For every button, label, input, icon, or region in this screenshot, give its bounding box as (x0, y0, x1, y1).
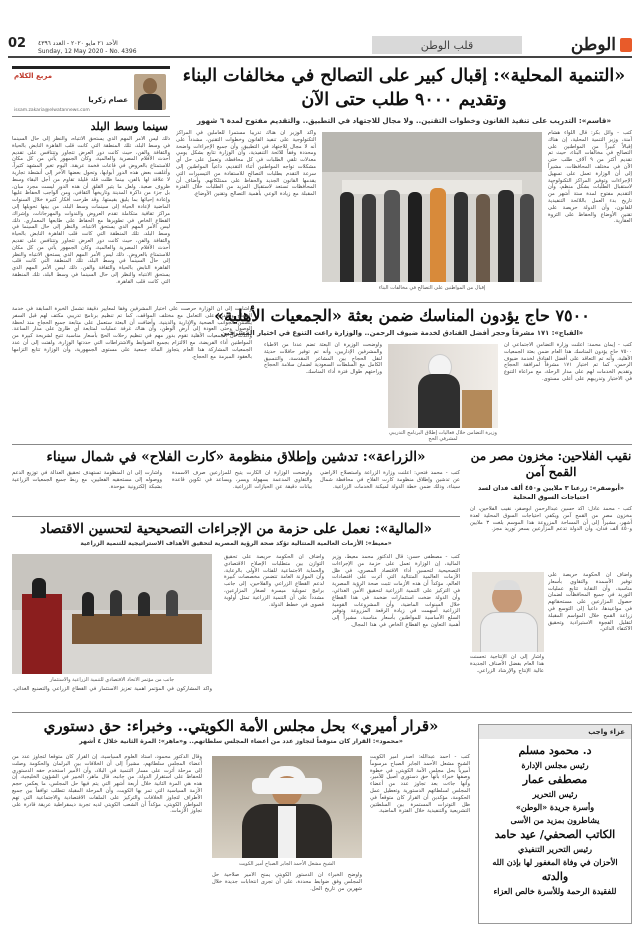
article-hajj-mission: ٧٥٠٠ حاج يؤدون المناسك ضمن بعثة «الجمعيات الأهلية» «القباج»: ١٧١ مشرفاً وحجز أفضل الفنادق لخدمة ضيوف الرحمن.. والوزارة راعت التنوع في اختيار المشرفين كتب - إيمان محمد: أعلنت وزارة التضامن الاجتماعي أن ٧٥٠٠ حاج يؤدون المناسك هذا العام ضمن بعثة الجمعيات الأهلية، وأنه تم التعاقد على أفضل الفنادق لخدمة ضيوف الرحمن، كما تم اختيار ١٧١ مشرفاً لمرافقة الحجاج وتقديم الخدمات لهم على مدار الرحلة، مع مراعاة التنوع في الاختيار وتدريبهم على أعلى مستوى. وزيرة التضامن خلال فعاليات إطلاق البرنامج التدريبي لمشرفي الحج وأوضحت الوزيرة أن البعثة تضم عدداً من الأطباء والمشرفين الإداريين، وأنه تم توفير حافلات حديثة لنقل الحجاج بين المشاعر المقدسة، والتنسيق الكامل مع السلطات السعودية لضمان سلامة الحجاج وراحتهم طوال فترة أداء المناسك. وأشارت إلى أن الوزارة حرصت على اختيار المشرفين وفقاً لمعايير دقيقة تشمل الخبرة السابقة في خدمة الحجاج والقدرة على التعامل مع مختلف المواقف، كما تم تنظيم برنامج تدريبي مكثف لهم قبل السفر يتضمن الجوانب الصحية والإدارية والدينية. وأضافت أن البعثة ستعمل على متابعة جميع الحجاج منذ لحظة الوصول وحتى العودة إلى أرض الوطن، وأن هناك غرفة عمليات لمتابعة أي طارئ على مدار الساعة. وأكدت أن الجمعيات الأهلية تقوم بدور مهم في تنظيم رحلات الحج بأسعار مناسبة تتيح لشريحة كبيرة من المواطنين أداء الفريضة، مع الالتزام بجميع الضوابط والاشتراطات التي حددتها الوزارة. ولفتت إلى أن عدد الجمعيات المشاركة هذا العام يتجاوز المائة جمعية على مستوى الجمهورية، وأن الوزارة تتابع التزامها بالعقود المبرمة مع الحجاج. (12, 306, 632, 442)
photo-caption: وزيرة التضامن خلال فعاليات إطلاق البرنامج التدريبي لمشرفي الحج (389, 430, 497, 442)
article-farmer-card: «الزراعة»: تدشين وإطلاق منظومة «كارت الفلاح» في شمال سيناء كتب - محمد فتحي: أعلنت وزارة الزراعة واستصلاح الأراضي عن تدشين وإطلاق منظومة كارت الفلاح في محافظة شمال سيناء، وذلك ضمن خطة الدولة لميكنة الخدمات الزراعية. وأوضحت الوزارة أن الكارت يتيح للمزارعين صرف الأسمدة والتقاوي المدعمة بسهولة ويسر، ويساعد في تكوين قاعدة بيانات دقيقة عن الحيازات الزراعية. وأشارت إلى أن المنظومة تستهدف تحقيق العدالة في توزيع الدعم ووصوله إلى مستحقيه الفعليين، مع ربط جميع الجمعيات الزراعية بشبكة إلكترونية موحدة. (12, 449, 460, 490)
condolence-line: د. محمود مسلم (518, 744, 592, 757)
columnist-email: issam.zakaria@elwatannews.com (14, 108, 90, 113)
condolence-header: عزاء واجب (479, 725, 631, 739)
article-local-development: «التنمية المحلية»: إقبال كبير على التصالح في مخالفات البناء وتقديم ٩٠٠٠ طلب حتى الآن «قاسم»: التدريب على تنفيذ القانون وخطوات التقنين.. ولا مجال للاجتهاد في التطبيق.. والتقديم مفتوح لمدة ٦ شهور كتب - وائل بكر: قال اللواء هشام آمنة، وزير التنمية المحلية، إن هناك إقبالاً كبيراً من المواطنين على التصالح في مخالفات البناء، حيث تم تقديم أكثر من ٩ آلاف طلب حتى الآن في مختلف المحافظات، مشيراً إلى أن الوزارة تعمل على تسهيل الإجراءات وتوفير المراكز التكنولوجية لاستقبال الطلبات بشكل منظم، وأن التقديم مفتوح لمدة ستة أشهر من تاريخ بدء العمل باللائحة التنفيذية للقانون، وأن الدولة حريصة على تقنين الأوضاع والحفاظ على الثروة العقارية. إقبال من المواطنين على التصالح في مخالفات البناء وأكد الوزير أن هناك تدريباً مستمراً للعاملين في المراكز التكنولوجية على تنفيذ القانون وخطوات التقنين، مشدداً على أنه لا مجال للاجتهاد في التطبيق، وأن جميع الإجراءات واضحة ومحددة وفقاً للائحة التنفيذية، وأن الوزارة تتابع بشكل يومي معدلات تلقي الطلبات في كل محافظة، وتعمل على حل أي مشكلات تواجه المواطنين أثناء التقديم، داعياً المواطنين إلى سرعة التقدم بطلبات التصالح للاستفادة من التيسيرات التي يقدمها القانون الجديد والحفاظ على ممتلكاتهم. وأضاف أن المحافظات تستعد لاستقبال المزيد من الطلبات خلال الفترة المقبلة مع زيادة الوعي بأهمية التصالح وتقنين الأوضاع. (176, 66, 632, 291)
article-photo (388, 344, 498, 428)
condolence-line: مصطفى عمار (522, 773, 588, 786)
avatar (134, 74, 166, 110)
article-wheat-reserve: نقيب الفلاحين: مخزون مصر من القمح آمن «أبوصقر»: زرعنا ٣ ملايين و٤٥٠ ألف فدان لسد احتياجات السوق المحلية كتب - محمد عادل: أكد حسين عبدالرحمن أبوصقر، نقيب الفلاحين، أن مخزون مصر من القمح آمن ويكفي احتياجات السوق المحلية لعدة أشهر، مشيراً إلى أن المساحة المزروعة هذا الموسم بلغت ٣ ملايين و٤٥٠ ألف فدان، وأن الدولة تدعم المزارعين بسعر توريد مجز. وأضاف أن الحكومة حريصة على توفير الأسمدة والتقاوي بأسعار مناسبة، وأن النقابة تتابع عمليات التوريد في جميع المحافظات لضمان حصول المزارعين على مستحقاتهم في مواعيدها، داعياً إلى التوسع في زراعة القمح خلال المواسم المقبلة لتقليل الفجوة الاستيرادية وتحقيق الاكتفاء الذاتي. وأشار إلى أن الإنتاجية تحسنت هذا العام بفضل الأصناف الجديدة عالية الإنتاج والإرشاد الزراعي. (470, 449, 632, 674)
headline: «الزراعة»: تدشين وإطلاق منظومة «كارت الفلاح» في شمال سيناء (46, 449, 426, 465)
headline: «المالية»: نعمل على حزمة من الإجراءات التصحيحية لتحسين الاقتصاد (40, 521, 432, 537)
headline: «قرار أميري» بحل مجلس الأمة الكويتي.. وخبراء: حق دستوري (43, 717, 439, 735)
subheadline: «القباج»: ١٧١ مشرفاً وحجز أفضل الفنادق لخدمة ضيوف الرحمن.. والوزارة راعت التنوع في اختيار المشرفين (220, 329, 584, 337)
subheadline: «محمود»: القرار كان متوقعاً لتجاوز عدد من أعضاء المجلس سلطاتهم.. و«ماهر»: المرة الثانية خلال ٤ أشهر (79, 738, 403, 745)
condolence-text (479, 743, 631, 898)
column-body: ذلك ليس الأمر المهم الذي يستحق الانتباه، والنظر إلى حال السينما في وسط البلد، تلك المنطقة التي كانت قلب القاهرة النابض بالحياة والثقافة والفن، حيث كانت دور العرض تتجاور وتتنافس على تقديم أحدث الأفلام المصرية والعالمية، وكان الجمهور يأتي من كل مكان للاستمتاع بالعروض في قاعات فخمة عريقة. اليوم تغير المشهد كثيراً، وأغلقت بعض هذه الدور أبوابها، وتحول بعضها الآخر إلى أنشطة تجارية لا علاقة لها بالفن، بينما ظلت قلة قليلة تقاوم من أجل البقاء وسط ظروف صعبة. ولعل ما يثير القلق أن هذه الدور ليست مجرد مبان، بل جزء من ذاكرة المدينة وتاريخها الثقافي، ومن الواجب الحفاظ عليها وإعادة إحيائها بما يليق بقيمتها. وقد طرحت أفكار كثيرة خلال السنوات الماضية لإعادة الحياة إلى سينمات وسط البلد، من بينها تحويلها إلى مراكز ثقافية متكاملة تقدم العروض والندوات والمهرجانات، وإشراك القطاع الخاص في تطويرها مع الحفاظ على طابعها المعماري. ذلك ليس الأمر المهم الذي يستحق الانتباه، والنظر إلى حال السينما في وسط البلد، تلك المنطقة التي كانت قلب القاهرة النابض بالحياة والثقافة والفن، حيث كانت دور العرض تتجاور وتتنافس على تقديم أحدث الأفلام المصرية والعالمية، وكان الجمهور يأتي من كل مكان للاستمتاع بالعروض. ذلك ليس الأمر المهم الذي يستحق الانتباه والنظر إلى حال السينما في وسط البلد، تلك المنطقة التي كانت قلب القاهرة النابض بالحياة والثقافة والفن. ذلك ليس الأمر المهم الذي يستحق الانتباه والنظر إلى حال السينما في وسط البلد، تلك المنطقة التي كانت قلب القاهرة. (12, 136, 170, 285)
condolence-line: يشاطرون بمزيد من الأسى (510, 815, 600, 825)
headline: «التنمية المحلية»: إقبال كبير على التصالح في مخالفات البناء وتقديم ٩٠٠٠ طلب حتى الآن (182, 66, 626, 110)
condolence-line: الكاتب الصحفي/ عيد حامد (494, 828, 616, 841)
section-tab: قلب الوطن (372, 36, 522, 54)
article-kuwait: «قرار أميري» بحل مجلس الأمة الكويتي.. وخبراء: حق دستوري «محمود»: القرار كان متوقعاً لتجاوز عدد من أعضاء المجلس سلطاتهم.. و«ماهر»: المرة الثانية خلال ٤ أشهر كتب - أحمد عبدالله: أصدر أمير الكويت الشيخ مشعل الأحمد الجابر الصباح مرسوماً أميرياً بحل مجلس الأمة الكويتي، في خطوة وصفها خبراء بأنها حق دستوري أصيل للأمير، وأنها جاءت بعد تجاوز عدد من أعضاء المجلس لسلطاتهم الدستورية وتعطيل عمل الحكومة، مؤكدين أن القرار كان متوقعاً في ظل التوترات المستمرة بين السلطتين التشريعية والتنفيذية خلال الفترة الماضية. الشيخ مشعل الأحمد الجابر الصباح أمير الكويت وأوضح الخبراء أن الدستور الكويتي يمنح الأمير صلاحية حل المجلس وفق ضوابط محددة، على أن تجرى انتخابات جديدة خلال شهرين من تاريخ الحل. وقال الدكتور محمود، أستاذ العلوم السياسية، إن القرار كان متوقعاً لتجاوز عدد من أعضاء المجلس سلطاتهم، مشيراً إلى أن الخلافات بين البرلمان والحكومة وصلت إلى مرحلة أثرت على مسار التنمية في البلاد، وأن الأمير استخدم حقه الدستوري للحفاظ على استقرار الدولة. من جانبه، قال ماهر، الخبير في الشؤون الخليجية، إن هذه هي المرة الثانية خلال أربعة أشهر التي يتم فيها حل المجلس، ما يعكس حجم الأزمة السياسية التي تمر بها الكويت، وأن المرحلة المقبلة تتطلب توافقاً بين جميع الأطراف لتجاوز الخلافات والتركيز على الملفات الاقتصادية والاجتماعية التي تهم المواطن الكويتي، مؤكداً أن الشعب الكويتي لديه تجربة ديمقراطية عريقة قادرة على تجاوز الأزمات. (12, 717, 470, 892)
photo-caption: إقبال من المواطنين على التصالح في مخالفات البناء (378, 285, 486, 291)
masthead-logo: الوطن (571, 34, 632, 56)
condolence-line: الأحزان في وفاة المغفور لها بإذن الله (492, 857, 618, 867)
subheadline: «أبوصقر»: زرعنا ٣ ملايين و٤٥٠ ألف فدان لسد احتياجات السوق المحلية (478, 484, 624, 501)
condolence-box (478, 724, 632, 924)
subheadline: «معيط»: الأزمات العالمية المتتالية تؤكد صحة الرؤية المصرية لتحقيق الأهداف الاستراتيجية للتنمية الزراعية (80, 540, 392, 547)
photo-caption: جانب من مؤتمر الاتحاد الاقتصادي للتنمية الزراعية والاستثمار (49, 677, 175, 683)
condolence-line: والدته (541, 870, 569, 883)
column-title: سينما وسط البلد (90, 120, 168, 133)
article-photo (472, 572, 544, 652)
condolence-line: وأسرة جريدة «الوطن» (515, 802, 595, 812)
condolence-line: رئيس مجلس الإدارة (521, 760, 589, 770)
columnist-name: عصام زكريا (88, 96, 128, 104)
logo-mark-icon (620, 38, 632, 52)
dateline: الأحد ٢١ مايو ٢٠٢٠ - العدد ٤٣٩٦ Sunday, 12 May 2020 - No. 4396 (38, 40, 137, 55)
article-finance: «المالية»: نعمل على حزمة من الإجراءات التصحيحية لتحسين الاقتصاد «معيط»: الأزمات العالمية المتتالية تؤكد صحة الرؤية المصرية لتحقيق الأهداف الاستراتيجية للتنمية الزراعية كتب - مصطفى حسن: قال الدكتور محمد معيط، وزير المالية، إن الوزارة تعمل على حزمة من الإجراءات التصحيحية لتحسين أداء الاقتصاد المصري، في ظل الأزمات العالمية المتتالية التي أثرت على اقتصادات العالم، مؤكداً أن هذه الأزمات تثبت صحة الرؤية المصرية في التركيز على التنمية الزراعية لتحقيق الأمن الغذائي، وأن الدولة ضخت استثمارات ضخمة في هذا القطاع خلال السنوات الماضية، وأن المشروعات القومية الزراعية أسهمت في زيادة الرقعة المزروعة وتوفير السلع الأساسية للمواطنين بأسعار مناسبة، مشيراً إلى أهمية التعاون مع القطاع الخاص في هذا المجال. وأضاف أن الحكومة حريصة على تحقيق التوازن بين متطلبات الإصلاح الاقتصادي والحماية الاجتماعية للفئات الأولى بالرعاية، وأن الموازنة العامة تتضمن مخصصات كبيرة لدعم القطاع الزراعي والفلاحين، إلى جانب برامج تمويلية ميسرة لصغار المزارعين، مشدداً على أن التنمية الزراعية تمثل أولوية قصوى في خطط الدولة. جانب من مؤتمر الاتحاد الاقتصادي للتنمية الزراعية والاستثمار وأكد المشاركون في المؤتمر أهمية تعزيز الاستثمار في القطاع الزراعي والتصنيع الغذائي. (12, 521, 460, 692)
condolence-line: للفقيدة الرحمة وللأسرة خالص العزاء (493, 886, 617, 896)
article-photo (12, 554, 212, 674)
subheadline: «قاسم»: التدريب على تنفيذ القانون وخطوات التقنين.. ولا مجال للاجتهاد في التطبيق.. والتقديم مفتوح لمدة ٦ شهور (196, 116, 612, 125)
article-photo (212, 756, 362, 858)
article-photo (322, 132, 542, 282)
headline: ٧٥٠٠ حاج يؤدون المناسك ضمن بعثة «الجمعيات الأهلية» (214, 306, 590, 325)
page-number: 02 (8, 36, 27, 51)
columnist-label: مربع الكلام (14, 72, 53, 80)
photo-caption: الشيخ مشعل الأحمد الجابر الصباح أمير الكويت (238, 861, 336, 867)
page-header (8, 34, 632, 58)
condolence-line: رئيس التحرير التنفيذي (518, 844, 592, 854)
condolence-line: رئيس التحرير (532, 789, 578, 799)
headline: نقيب الفلاحين: مخزون مصر من القمح آمن (470, 449, 632, 479)
